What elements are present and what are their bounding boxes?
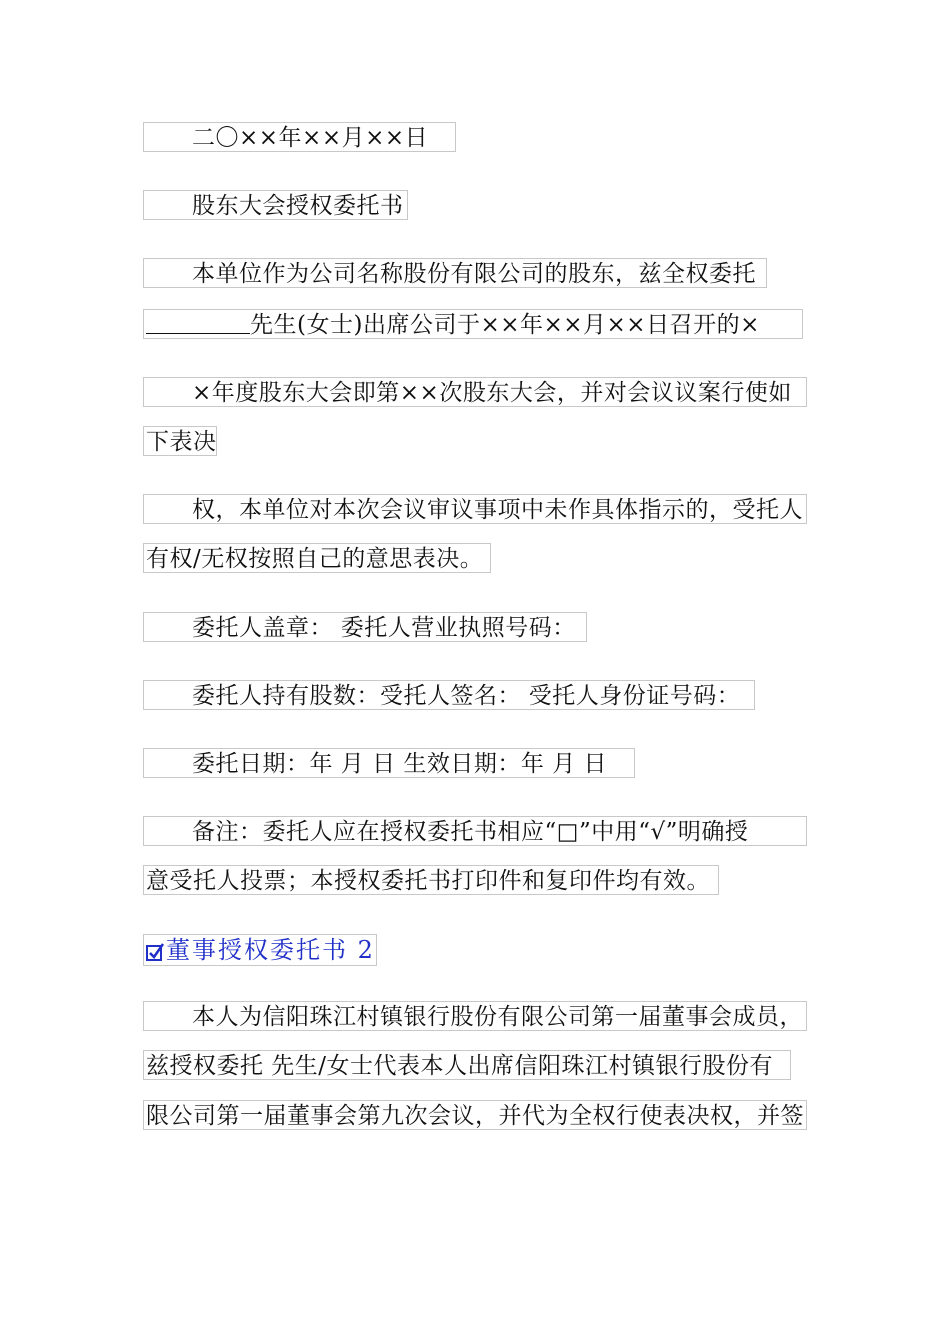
para2-line1: 权，本单位对本次会议审议事项中未作具体指示的，受托人 <box>143 494 807 524</box>
fields-line1: 委托人盖章： 委托人营业执照号码： <box>143 612 587 642</box>
fields-line3: 委托日期：年 月 日 生效日期：年 月 日 <box>143 748 635 778</box>
para2-line2: 有权/无权按照自己的意思表决。 <box>143 543 491 573</box>
para1-line4: 下表决 <box>143 426 217 456</box>
name-blank <box>146 311 250 334</box>
para1-line2 <box>143 309 803 339</box>
note-line1: 备注：委托人应在授权委托书相应“□”中用“√”明确授 <box>143 816 807 846</box>
date-line: 二〇××年××月××日 <box>143 122 456 152</box>
document-title: 股东大会授权委托书 <box>143 190 408 220</box>
fields-line2: 委托人持有股数：受托人签名： 受托人身份证号码： <box>143 680 755 710</box>
checkbox-checked-icon <box>146 943 164 961</box>
para1-line2-text: 先生(女士)出席公司于××年××月××日召开的× <box>250 312 760 338</box>
section2-line3: 限公司第一届董事会第九次会议，并代为全权行使表决权，并签 <box>143 1100 807 1130</box>
section2-line2: 兹授权委托 先生/女士代表本人出席信阳珠江村镇银行股份有 <box>143 1050 791 1080</box>
para1-line3: ×年度股东大会即第××次股东大会，并对会议议案行使如 <box>143 377 807 407</box>
note-line2: 意受托人投票；本授权委托书打印件和复印件均有效。 <box>143 865 719 895</box>
section2-line1: 本人为信阳珠江村镇银行股份有限公司第一届董事会成员， <box>143 1001 807 1031</box>
para1-line1: 本单位作为公司名称股份有限公司的股东，兹全权委托 <box>143 258 767 288</box>
section2-heading <box>143 934 377 966</box>
section2-heading-text: 董事授权委托书 2 <box>166 936 375 964</box>
